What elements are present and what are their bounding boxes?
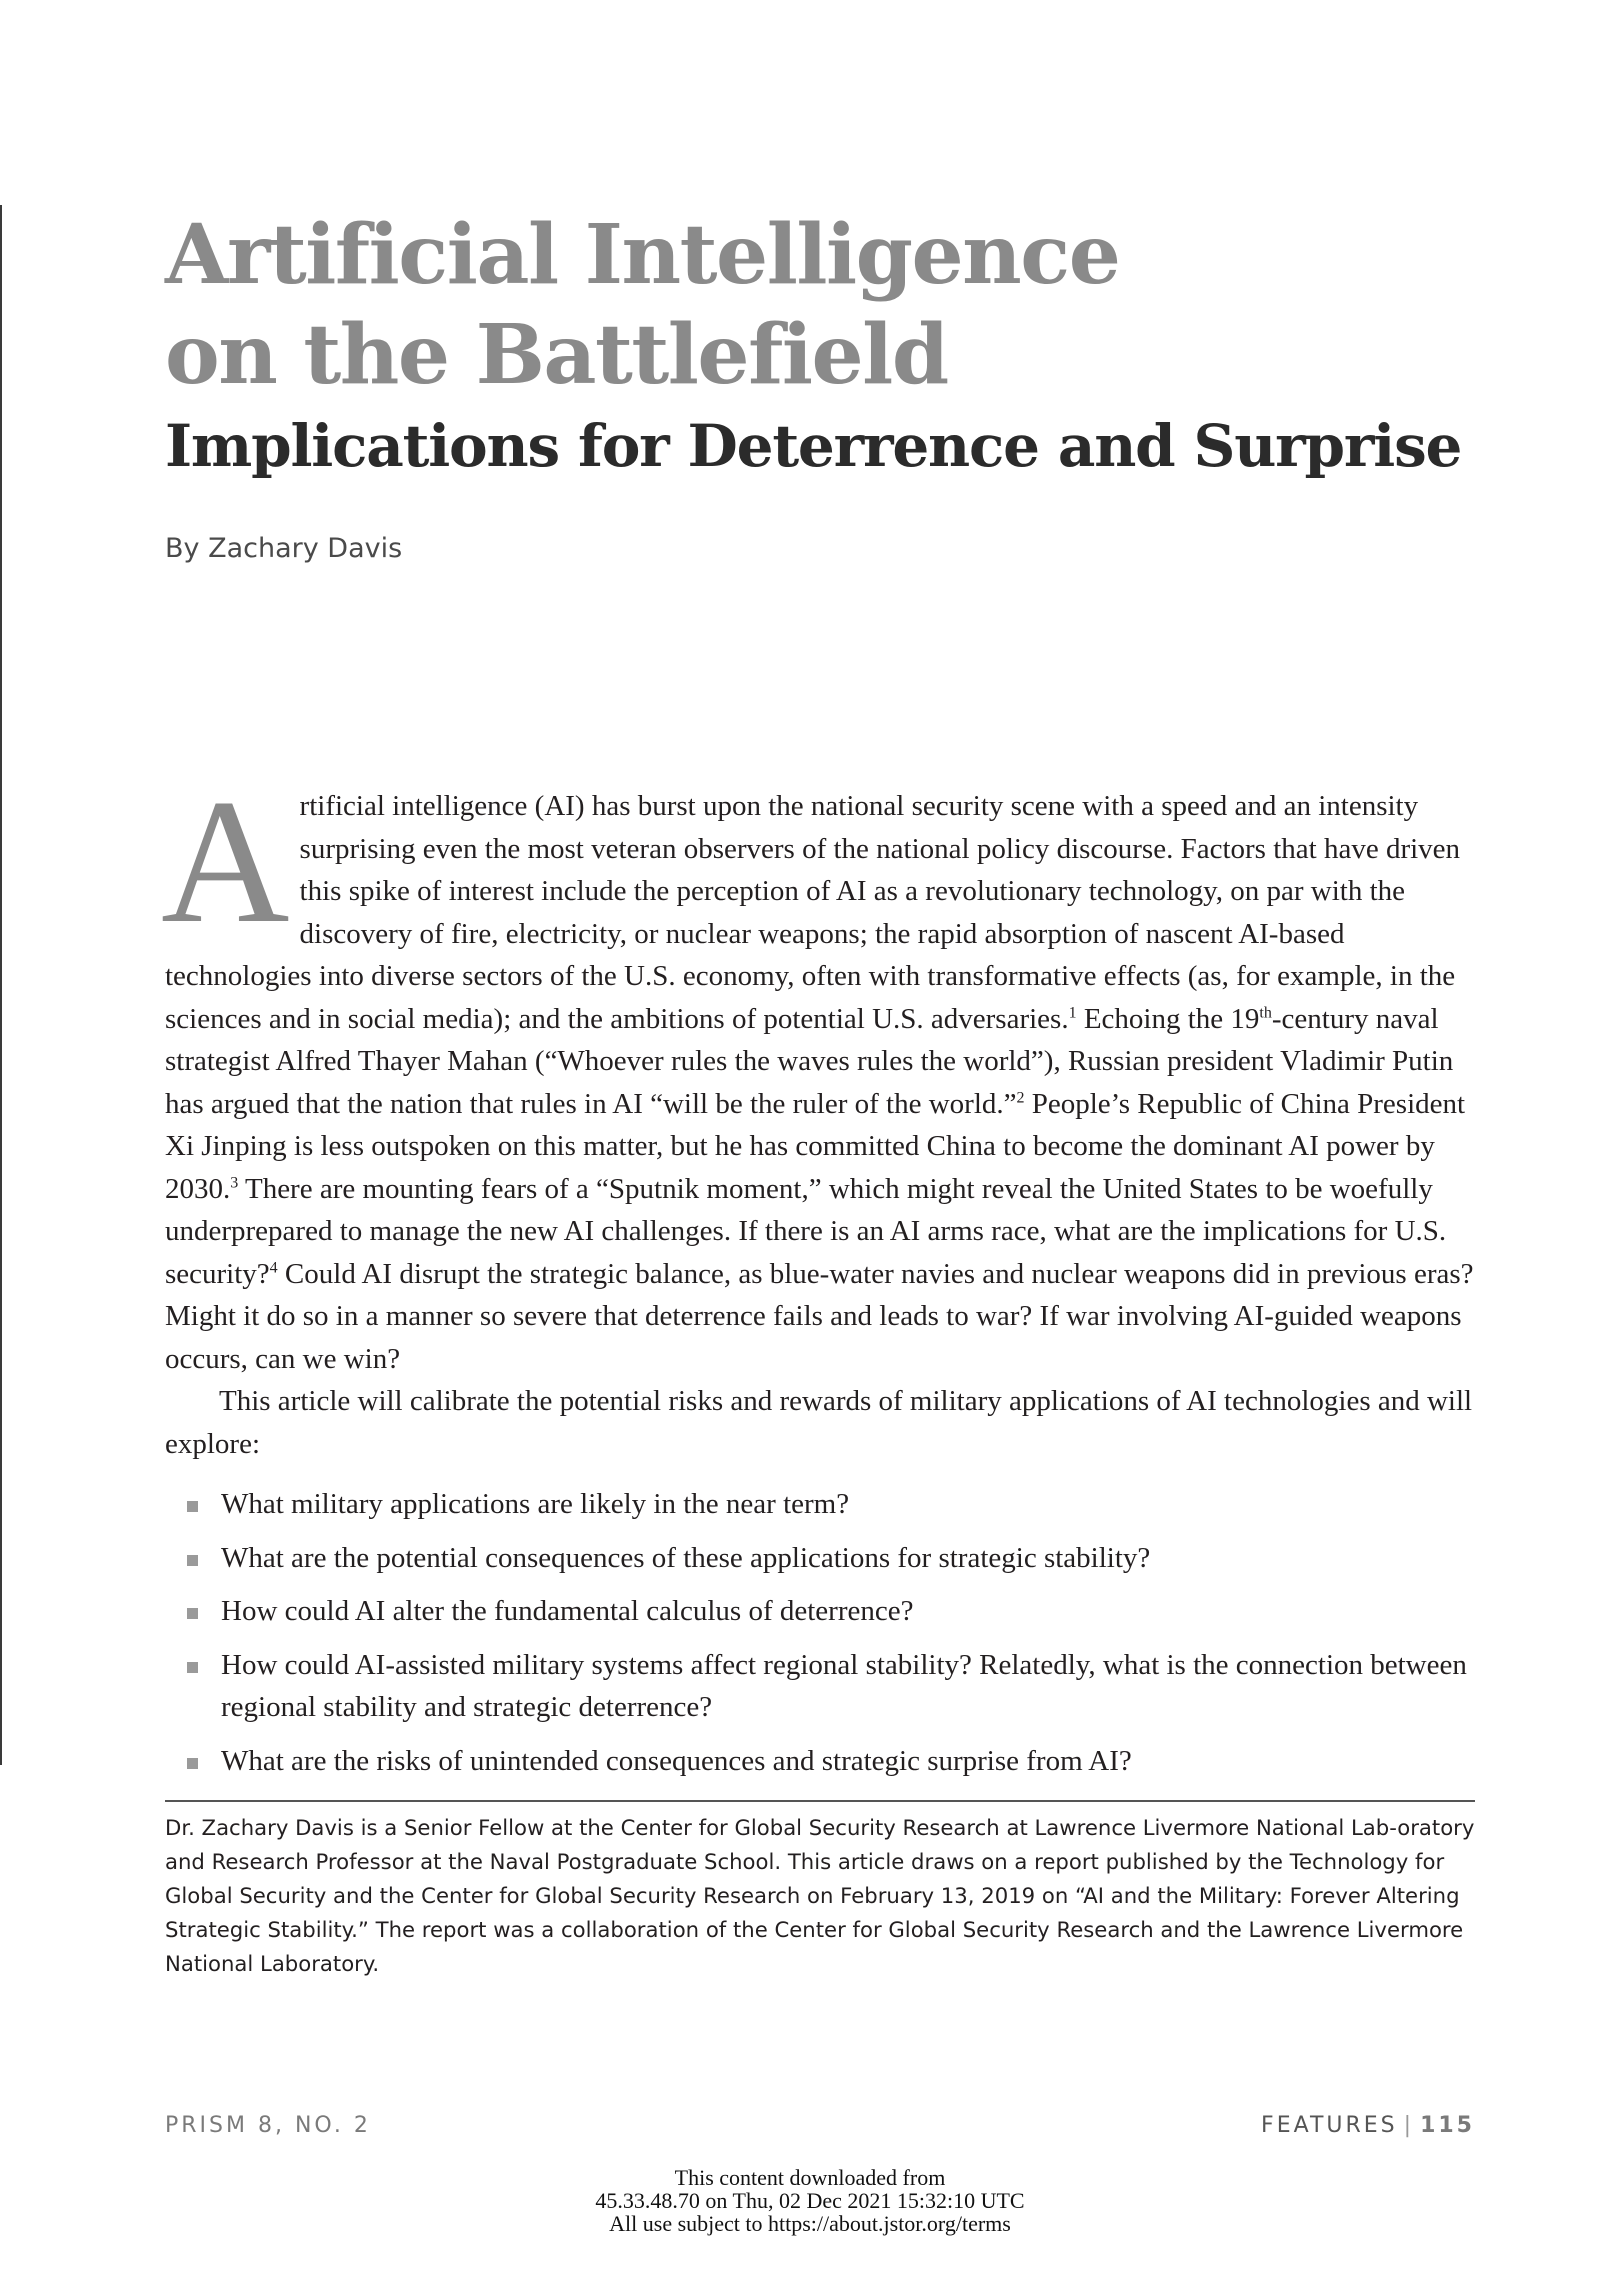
paragraph-1-text	[165, 790, 1474, 1375]
list-item	[165, 1537, 1475, 1580]
paragraph-text-run: People’s Republic of China President Xi Jinping is less outspoken on this matter, but he has committed China to become the dominant AI power by 2030.	[165, 1087, 1466, 1205]
footnote-marker: th	[1259, 1003, 1272, 1021]
footnote-marker: 4	[269, 1258, 278, 1276]
paragraph-text-run: rtificial intelligence (AI) has burst upon the national security scene with a speed and an intensity surprising even the most veteran observers of the national policy discourse. Factors that have driven this spike of interest include the perception of AI as a revolutionary technology, on par with the discovery of fire, electricity, or nuclear weapons; the rapid absorption of nascent AI-based technologies into diverse sectors of the U.S. economy, often with transformative effects (as, for example, in the sciences and in social media); and the ambitions of potential U.S. adversaries.	[165, 790, 1461, 1035]
journal-issue: PRISM 8, NO. 2	[165, 2113, 371, 2138]
question-list	[165, 1483, 1475, 1782]
page-number: 115	[1420, 2113, 1475, 2138]
page-edge-mark	[0, 205, 2, 1765]
list-item-text: What military applications are likely in the near term?	[221, 1488, 850, 1520]
square-bullet-icon	[187, 1555, 198, 1566]
footnote-divider	[165, 1800, 1475, 1802]
list-item-text: How could AI-assisted military systems affect regional stability? Relatedly, what is the connection between regional stability and strategic deterrence?	[221, 1648, 1467, 1723]
paragraph-2: This article will calibrate the potential risks and rewards of military applications of AI technologies and will explore:	[165, 1385, 1473, 1460]
paragraph-text-run: Could AI disrupt the strategic balance, as blue-water navies and nuclear weapons did in previous eras? Might it do so in a manner so severe that deterrence fails and leads to war? If war involving AI-guided weapons occurs, can we win?	[165, 1257, 1474, 1375]
title-line-2: on the Battlefield	[165, 307, 948, 403]
paragraph-text-run: -century naval strategist Alfred Thayer Mahan (“Whoever rules the waves rules the world”), Russian president Vladimir Putin has argued that the nation that rules in AI “will be the ruler of the world.”	[165, 1002, 1454, 1120]
list-item-text: What are the potential consequences of these applications for strategic stability?	[221, 1541, 1151, 1574]
list-item	[165, 1590, 1475, 1633]
list-item	[165, 1483, 1475, 1526]
paragraph-1	[161, 762, 1475, 1380]
square-bullet-icon	[187, 1758, 198, 1769]
jstor-line-2: 45.33.48.70 on Thu, 02 Dec 2021 15:32:10 UTC	[595, 2188, 1025, 2213]
byline: By Zachary Davis	[165, 533, 403, 564]
list-item-text: How could AI alter the fundamental calculus of deterrence?	[221, 1595, 914, 1627]
square-bullet-icon	[187, 1501, 198, 1512]
section-name: FEATURES	[1261, 2113, 1398, 2138]
article-subtitle: Implications for Deterrence and Surprise	[165, 412, 1462, 480]
footnote-marker: 2	[1016, 1088, 1025, 1106]
footnote-marker: 1	[1068, 1003, 1077, 1021]
footer-separator: |	[1403, 2113, 1415, 2138]
footnote-marker: 3	[230, 1173, 239, 1191]
square-bullet-icon	[187, 1662, 198, 1673]
jstor-notice	[0, 2166, 1620, 2235]
article-body	[161, 762, 1475, 1793]
page-footer-right	[1261, 2113, 1475, 2138]
list-item	[165, 1740, 1475, 1783]
article-title	[165, 205, 1119, 405]
title-line-1: Artificial Intelligence	[165, 207, 1120, 303]
jstor-line-1: This content downloaded from	[674, 2165, 946, 2190]
paragraph-text-run: Echoing the 19	[1076, 1002, 1260, 1035]
list-item-text: What are the risks of unintended consequences and strategic surprise from AI?	[221, 1744, 1132, 1777]
paragraph-text-run: There are mounting fears of a “Sputnik moment,” which might reveal the United States to be woefully underprepared to manage the new AI challenges. If there is an AI arms race, what are the implications for U.S. security?	[165, 1172, 1447, 1290]
drop-cap: A	[161, 762, 290, 960]
author-note: Dr. Zachary Davis is a Senior Fellow at the Center for Global Security Research at Lawrence Livermore National Lab-oratory and Research Professor at the Naval Postgraduate School. This article draws on a report published by the Technology for Global Security and the Center for Global Security Research on February 13, 2019 on “AI and the Military: Forever Altering Strategic Stability.” The report was a collaboration of the Center for Global Security Research and the Lawrence Livermore National Laboratory.	[165, 1815, 1475, 1976]
square-bullet-icon	[187, 1608, 198, 1619]
list-item	[165, 1644, 1475, 1729]
jstor-line-3: All use subject to https://about.jstor.org/terms	[609, 2211, 1011, 2236]
